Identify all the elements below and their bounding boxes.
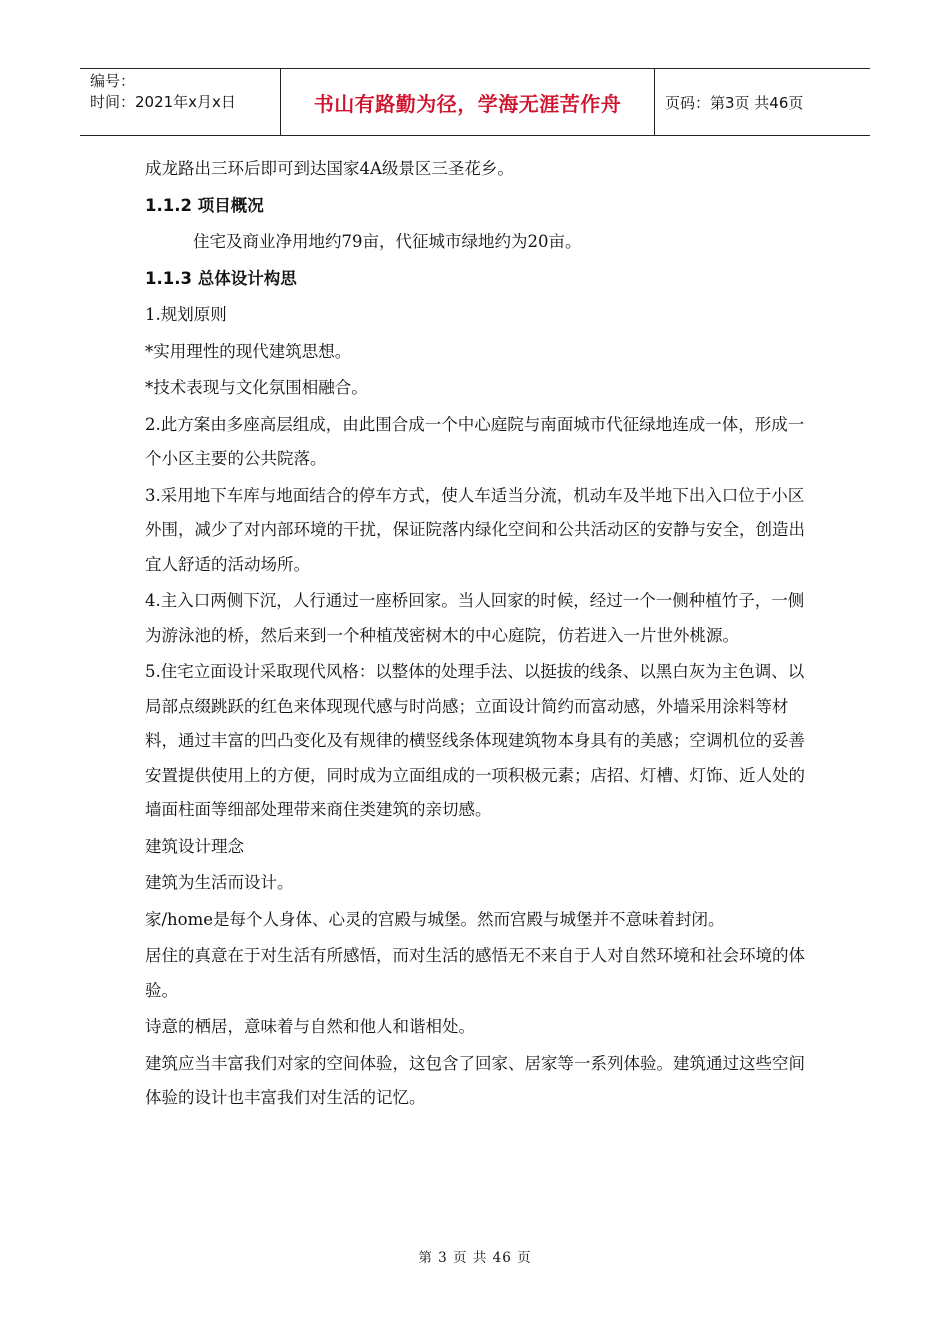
paragraph: 住宅及商业净用地约79亩，代征城市绿地约为20亩。 — [193, 232, 582, 251]
paragraph: 诗意的栖居，意味着与自然和他人和谐相处。 — [145, 1017, 475, 1036]
section-heading-1-1-2: 1.1.2 项目概况 — [145, 195, 264, 215]
header-meta — [80, 69, 280, 135]
paragraph: 建筑为生活而设计。 — [145, 873, 294, 892]
paragraph: 5.住宅立面设计采取现代风格：以整体的处理手法、以挺拔的线条、以黑白灰为主色调、以局部点缀跳跃的红色来体现现代感与时尚感；立面设计简约而富动感，外墙采用涂料等材料，通过丰富的凹凸变化及有规律的横竖线条体现建筑物本身具有的美感；空调机位的妥善安置提供使用上的方便，同时成为立面组成的一项积极元素；店招、灯槽、灯饰、近人处的墙面柱面等细部处理带来商住类建筑的亲切感。 — [145, 662, 805, 819]
paragraph: 家/home是每个人身体、心灵的宫殿与城堡。然而宫殿与城堡并不意味着封闭。 — [145, 909, 725, 929]
header-motto: 书山有路勤为径，学海无涯苦作舟 — [280, 69, 655, 135]
paragraph: 建筑应当丰富我们对家的空间体验，这包含了回家、居家等一系列体验。建筑通过这些空间体验的设计也丰富我们对生活的记忆。 — [145, 1053, 805, 1107]
paragraph: 成龙路出三环后即可到达国家4A级景区三圣花乡。 — [145, 159, 514, 178]
document-body — [145, 152, 805, 1118]
document-number-label: 编号： — [90, 72, 136, 90]
paragraph: 4.主入口两侧下沉，人行通过一座桥回家。当人回家的时候，经过一个一侧种植竹子，一侧为游泳池的桥，然后来到一个种植茂密树木的中心庭院，仿若进入一片世外桃源。 — [145, 591, 805, 645]
paragraph: 居住的真意在于对生活有所感悟，而对生活的感悟无不来自于人对自然环境和社会环境的体验。 — [145, 946, 805, 1000]
page-header — [80, 68, 870, 136]
page-footer: 第 3 页 共 46 页 — [418, 1250, 532, 1266]
document-date: 时间：2021年x月x日 — [90, 93, 236, 111]
paragraph: *实用理性的现代建筑思想。 — [145, 341, 352, 361]
paragraph: 2.此方案由多座高层组成，由此围合成一个中心庭院与南面城市代征绿地连成一体，形成一个小区主要的公共院落。 — [145, 414, 805, 468]
header-page-info: 页码：第3页 共46页 — [665, 93, 804, 112]
section-heading-1-1-3: 1.1.3 总体设计构思 — [145, 268, 297, 288]
paragraph: 1.规划原则 — [145, 305, 227, 324]
paragraph: 建筑设计理念 — [145, 836, 244, 856]
paragraph: 3.采用地下车库与地面结合的停车方式，使人车适当分流，机动车及半地下出入口位于小区外围，减少了对内部环境的干扰，保证院落内绿化空间和公共活动区的安静与安全，创造出宜人舒适的活动场所。 — [145, 485, 805, 574]
paragraph: *技术表现与文化氛围相融合。 — [145, 378, 368, 397]
